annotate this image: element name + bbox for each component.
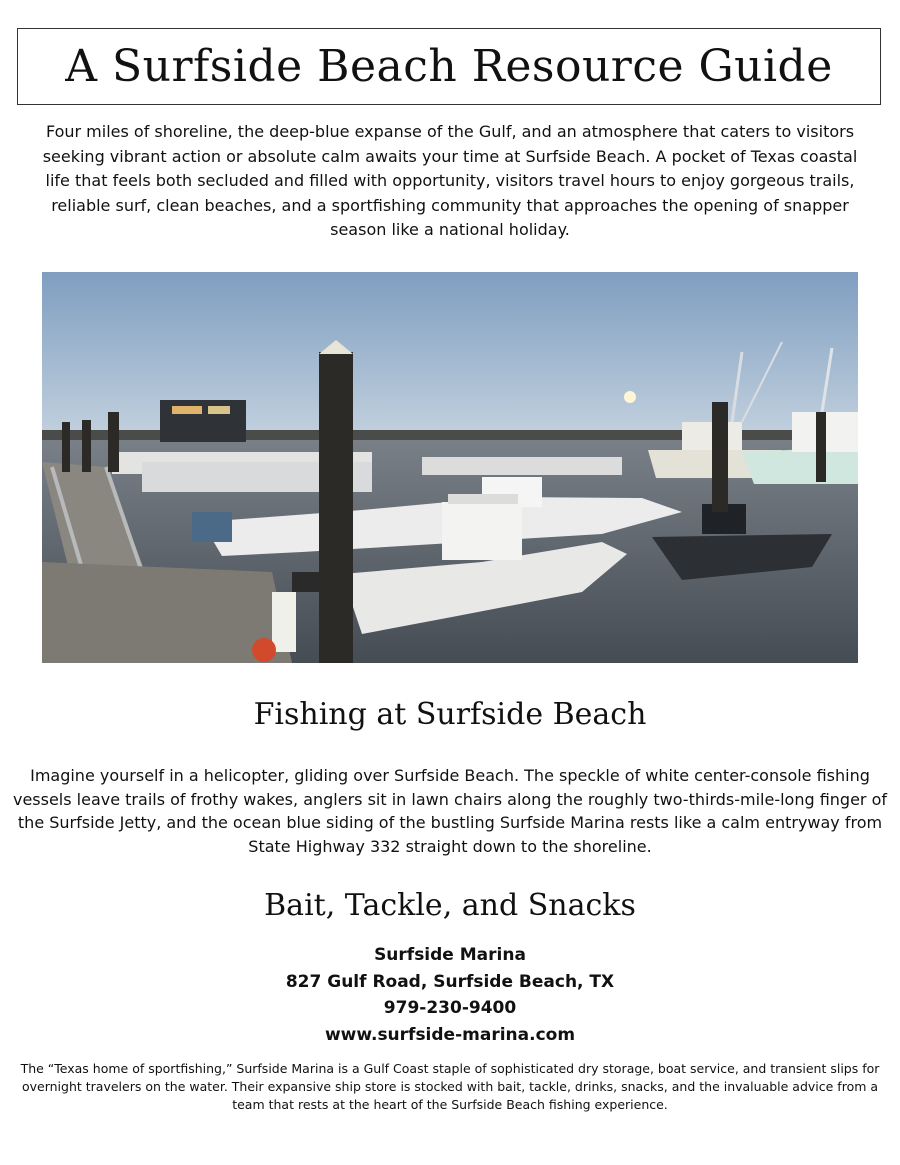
- power-pedestal: [272, 592, 296, 652]
- marina-contact-block: [0, 942, 900, 1048]
- intro-paragraph: Four miles of shoreline, the deep-blue expanse of the Gulf, and an atmosphere that caters to visitors seeking vibrant action or absolute calm awaits your time at Surfside Beach. A pocket of Texas coastal life that feels both secluded and filled with opportunity, visitors travel hours to enjoy gorgeous trails, reliable surf, clean beaches, and a sportfishing community that approaches the opening of snapper season like a national holiday.: [42, 122, 858, 239]
- marina-name: Surfside Marina: [374, 945, 526, 965]
- bait-heading: Bait, Tackle, and Snacks: [264, 888, 636, 923]
- title-box: [17, 28, 881, 105]
- marina-description: The “Texas home of sportfishing,” Surfside Marina is a Gulf Coast staple of sophisticated dry storage, boat service, and transient slips for overnight travelers on the water. Their expansive ship store is stocked with bait, tackle, drinks, snacks, and the invaluable advice from a team that rests at the heart of the Surfside Beach fishing experience.: [20, 1061, 880, 1112]
- marina-photo: [42, 272, 858, 663]
- marina-building: [160, 400, 246, 442]
- marina-address: 827 Gulf Road, Surfside Beach, TX: [285, 971, 615, 992]
- fishing-paragraph: Imagine yourself in a helicopter, gliding over Surfside Beach. The speckle of white center-console fishing vessels leave trails of frothy wakes, anglers sit in lawn chairs along the roughly two-thirds-mile-long finger of the Surfside Jetty, and the ocean blue siding of the bustling Surfside Marina rests like a calm entryway from State Highway 332 straight down to the shoreline.: [12, 766, 888, 856]
- page-title: A Surfside Beach Resource Guide: [65, 41, 833, 92]
- fishing-heading: Fishing at Surfside Beach: [253, 697, 647, 732]
- marina-phone: 979-230-9400: [383, 998, 517, 1018]
- marina-website-link[interactable]: www.surfside-marina.com: [324, 1024, 576, 1045]
